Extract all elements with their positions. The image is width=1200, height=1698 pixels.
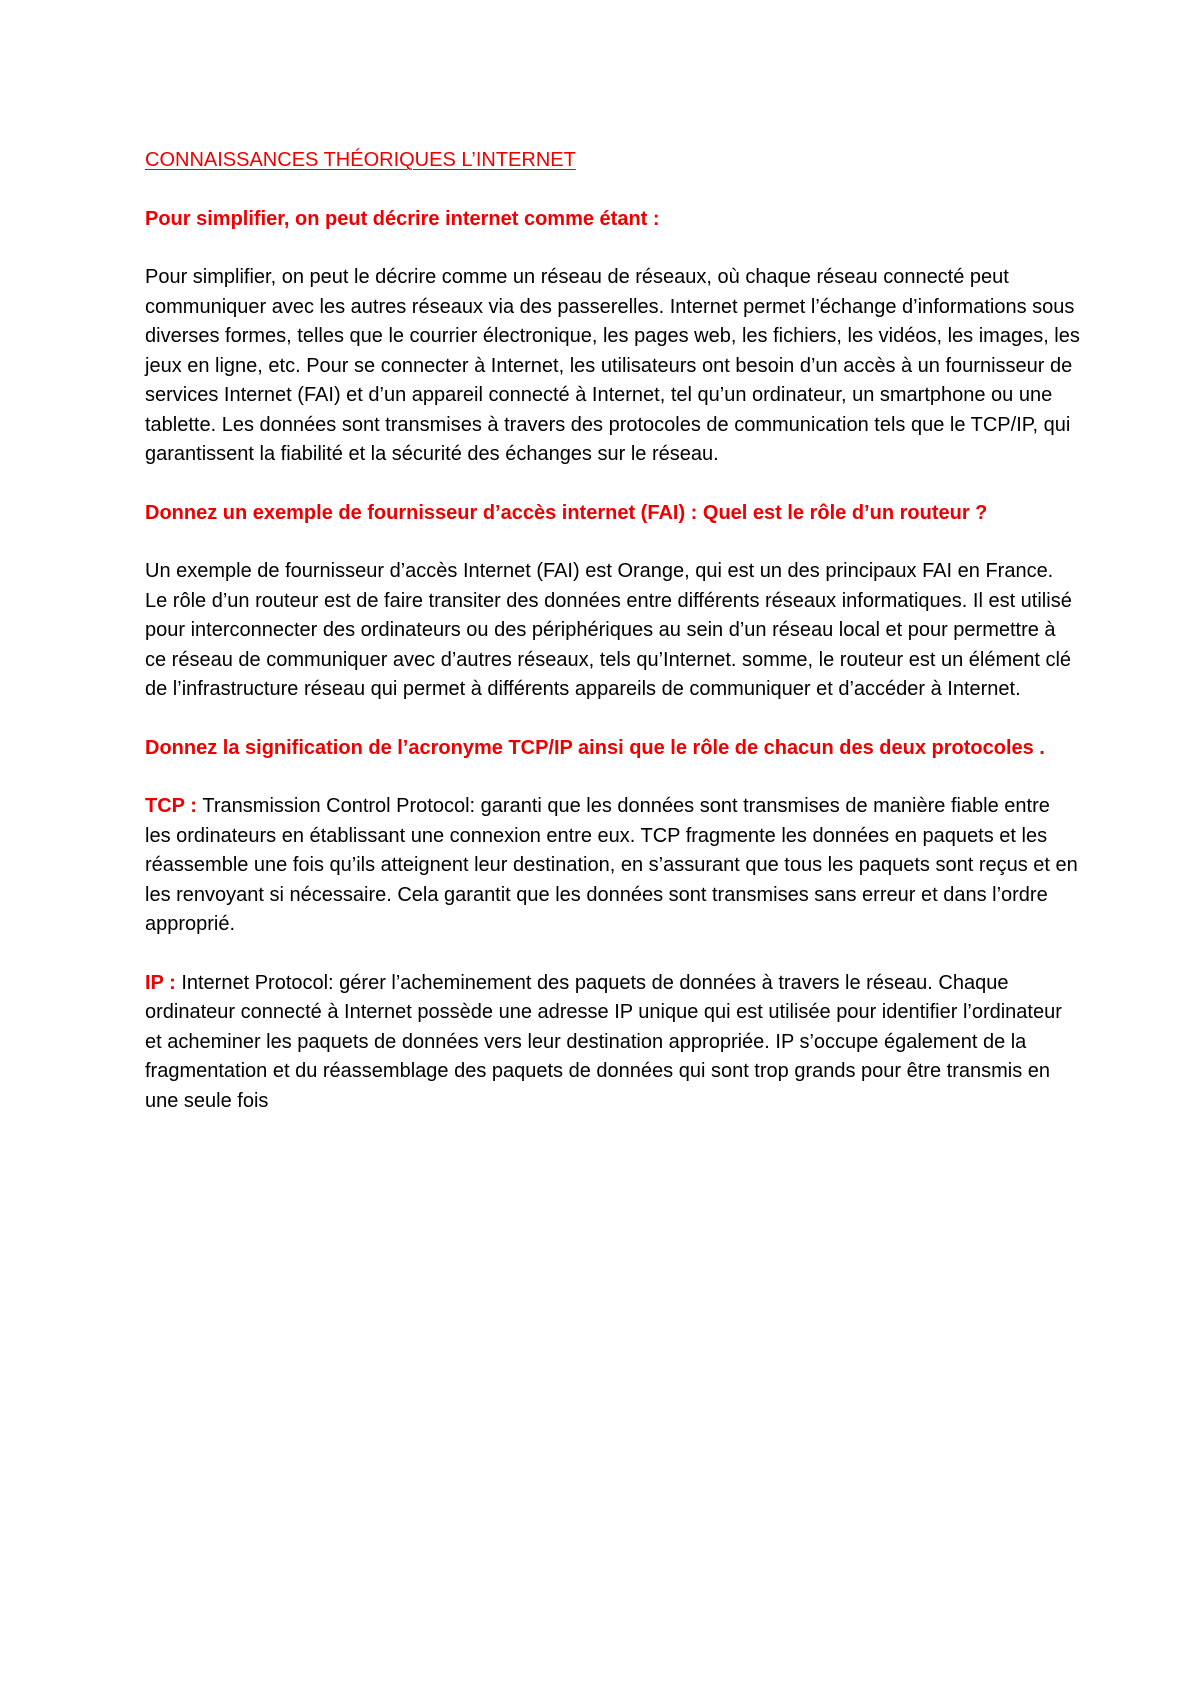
ip-definition — [145, 969, 1080, 1117]
tcp-text: Transmission Control Protocol: garanti que les données sont transmises de manière fiable entre les ordinateurs en établissant une connexion entre eux. TCP fragmente les données en paquets et les réassemble une fois qu’ils atteignent leur destination, en s’assurant que tous les paquets sont reçus et en les renvoyant si nécessaire. Cela garantit que les données sont transmises sans erreur et dans l’ordre approprié. — [145, 795, 1078, 935]
answer-1: Pour simplifier, on peut le décrire comme un réseau de réseaux, où chaque réseau connecté peut communiquer avec les autres réseaux via des passerelles. Internet permet l’échange d’informations sous diverses formes, telles que le courrier électronique, les pages web, les fichiers, les vidéos, les images, les jeux en ligne, etc. Pour se connecter à Internet, les utilisateurs ont besoin d’un accès à un fournisseur de services Internet (FAI) et d’un appareil connecté à Internet, tel qu’un ordinateur, un smartphone ou une tablette. Les données sont transmises à travers des protocoles de communication tels que le TCP/IP, qui garantissent la fiabilité et la sécurité des échanges sur le réseau. — [145, 266, 1080, 465]
question-3: Donnez la signification de l’acronyme TCP/IP ainsi que le rôle de chacun des deux protocoles . — [145, 736, 1045, 759]
document-title: CONNAISSANCES THÉORIQUES L’INTERNET — [145, 149, 576, 171]
ip-text: Internet Protocol: gérer l’acheminement des paquets de données à travers le réseau. Chaque ordinateur connecté à Internet possède une adresse IP unique qui est utilisée pour identifier l’ordinateur et acheminer les paquets de données vers leur destination appropriée. IP s’occupe également de la fragmentation et du réassemblage des paquets de données qui sont trop grands pour être transmis en une seule fois — [145, 971, 1062, 1112]
question-2: Donnez un exemple de fournisseur d’accès internet (FAI) : Quel est le rôle d’un routeur ? — [145, 501, 988, 524]
tcp-label: TCP : — [145, 795, 203, 817]
tcp-definition — [145, 792, 1080, 940]
answer-2: Un exemple de fournisseur d’accès Internet (FAI) est Orange, qui est un des principaux FAI en France. Le rôle d’un routeur est de faire transiter des données entre différents réseaux informatiques. Il est utilisé pour interconnecter des ordinateurs ou des périphériques au sein d’un réseau local et pour permettre à ce réseau de communiquer avec d’autres réseaux, tels qu’Internet. somme, le routeur est un élément clé de l’infrastructure réseau qui permet à différents appareils de communiquer et d’accéder à Internet. — [145, 560, 1072, 700]
ip-label: IP : — [145, 971, 182, 994]
question-1: Pour simplifier, on peut décrire internet comme étant : — [145, 207, 660, 230]
